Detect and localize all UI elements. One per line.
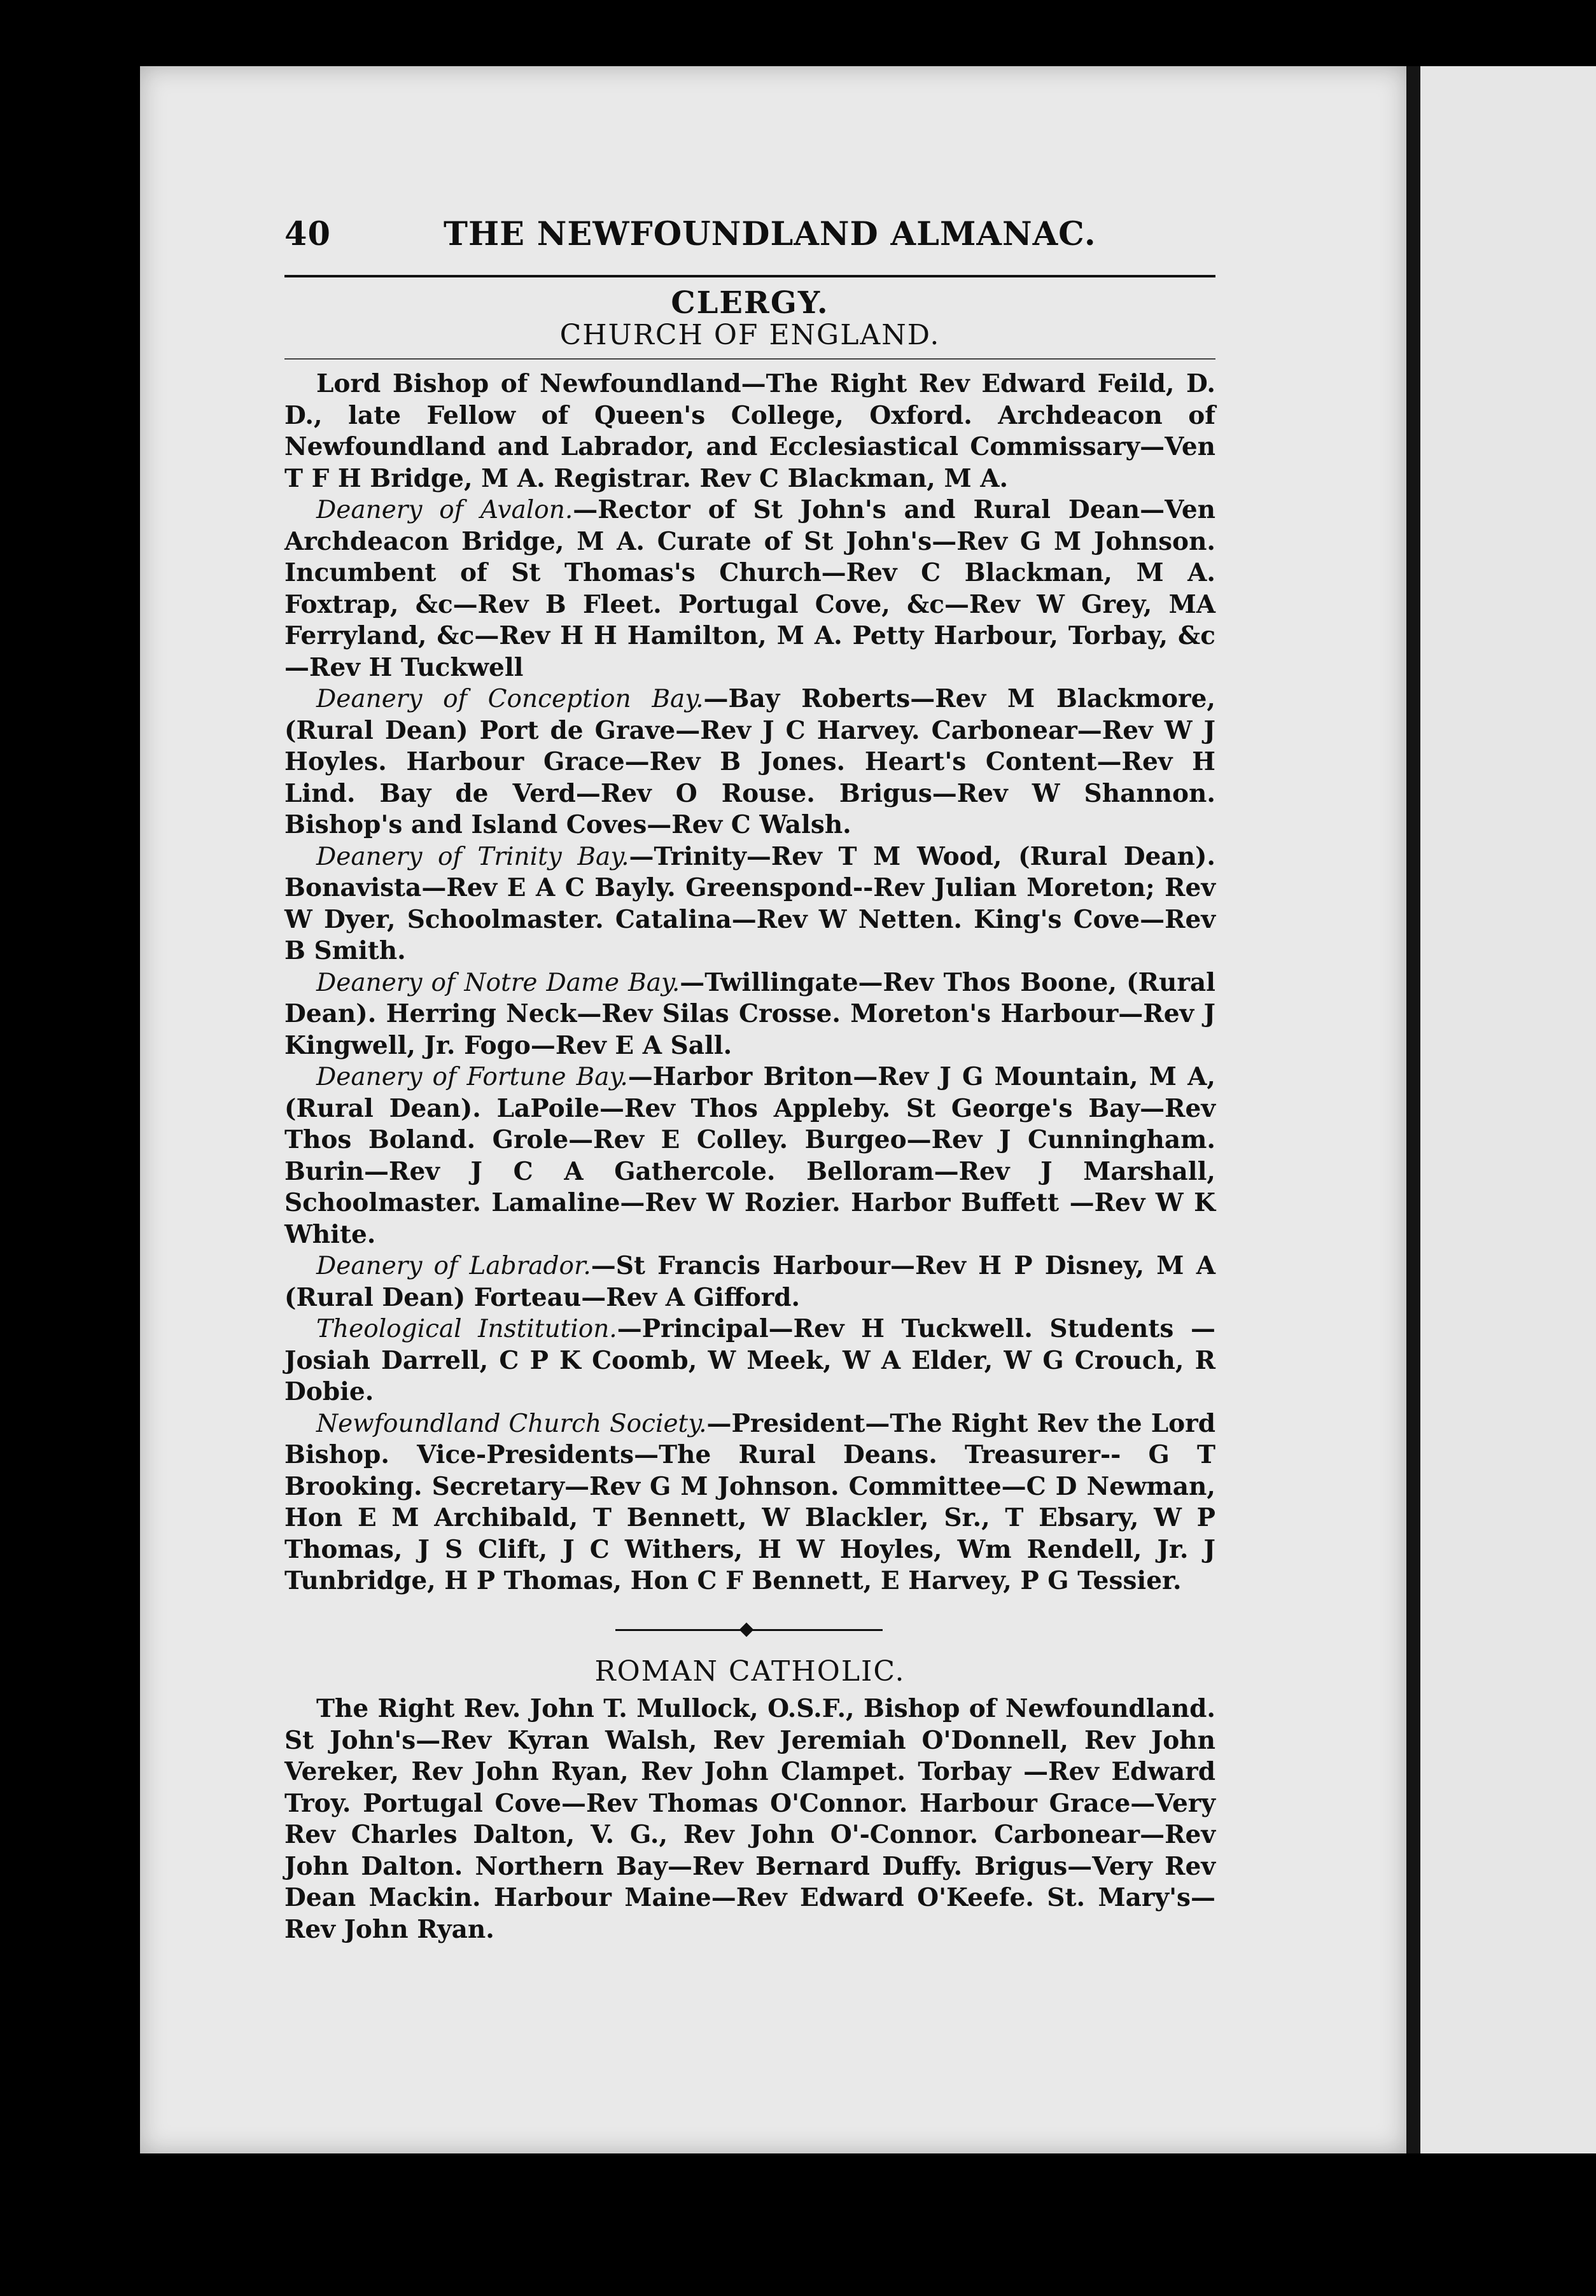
running-title: THE NEWFOUNDLAND ALMANAC. [444,215,1096,253]
society-name: Newfoundland Church Society. [316,1409,707,1438]
section-title-clergy: CLERGY. [671,285,829,321]
deanery-name: Deanery of Labrador. [316,1252,591,1280]
institution-name: Theological Institution. [316,1315,617,1343]
page-content [284,285,1216,1945]
heading-roman-catholic: ROMAN CATHOLIC. [594,1655,906,1688]
ornamental-divider [284,1620,1215,1639]
deanery-text: —Harbor Briton—Rev J G Mountain, M A, (Rural Dean). LaPoile—Rev Thos Appleby. St George's Bay—Rev Thos Boland. Grole—Rev E Colley. Burgeo—Rev J Cunningham. Burin—Rev J C A Gathercole. Belloram—Rev J Marshall, Schoolmaster. Lamaline—Rev W Rozier. Harbor Buffett —Rev W K White. [284,1062,1216,1249]
society-entry [284,1408,1215,1597]
institution-text: —Principal—Rev H Tuckwell. Students —Josiah Darrell, C P K Coomb, W Meek, W A Elder, W G Crouch, R Dobie. [284,1314,1215,1406]
diamond-ornament [739,1622,754,1637]
deanery-name: Deanery of Fortune Bay. [316,1063,628,1091]
deanery-entry [284,1061,1215,1250]
deanery-name: Deanery of Notre Dame Bay. [316,968,680,997]
deanery-entry [284,494,1215,683]
book-gutter [1406,66,1420,2153]
deanery-text: —St Francis Harbour—Rev H P Disney, M A (Rural Dean) Forteau—Rev A Gifford. [284,1251,1215,1312]
page-header [284,215,1215,266]
deanery-entry [284,967,1215,1062]
page-number: 40 [284,215,331,253]
deanery-name: Deanery of Conception Bay. [316,685,704,713]
deanery-name: Deanery of Avalon. [316,496,573,524]
roman-catholic-entry: The Right Rev. John T. Mullock, O.S.F., Bishop of Newfoundland. St John's—Rev Kyran Walsh, Rev Jeremiah O'Donnell, Rev John Vereker, Rev John Ryan, Rev John Clampet. Torbay —Rev Edward Troy. Portugal Cove—Rev Thomas O'Connor. Harbour Grace—Very Rev Charles Dalton, V. G., Rev John O'-Connor. Carbonear—Rev John Dalton. Northern Bay—Rev Bernard Duffy. Brigus—Very Rev Dean Mackin. Harbour Maine—Rev Edward O'Keefe. St. Mary's—Rev John Ryan. [284,1694,1215,1944]
deanery-entry [284,1250,1215,1313]
header-rule [284,275,1215,277]
bishop-entry: Lord Bishop of Newfoundland—The Right Rev Edward Feild, D. D., late Fellow of Queen's College, Oxford. Archdeacon of Newfoundland and Labrador, and Ecclesiastical Commissary—Ven T F H Bridge, M A. Registrar. Rev C Blackman, M A. [284,369,1215,493]
facing-page-edge [1420,66,1596,2153]
deanery-text: —Bay Roberts—Rev M Blackmore, (Rural Dean) Port de Grave—Rev J C Harvey. Carbonear—Rev W J Hoyles. Harbour Grace—Rev B Jones. Heart's Content—Rev H Lind. Bay de Verd—Rev O Rouse. Brigus—Rev W Shannon. Bishop's and Island Coves—Rev C Walsh. [284,684,1215,839]
deanery-text: —Twillingate—Rev Thos Boone, (Rural Dean). Herring Neck—Rev Silas Crosse. Moreton's Harbour—Rev J Kingwell, Jr. Fogo—Rev E A Sall. [284,967,1215,1060]
deanery-entry [284,683,1215,841]
society-text: —President—The Right Rev the Lord Bishop. Vice-Presidents—The Rural Deans. Treasurer-- G T Brooking. Secretary—Rev G M Johnson. Committee—C D Newman, Hon E M Archibald, T Bennett, W Blackler, Sr., T Ebsary, W P Thomas, J S Clift, J C Withers, H W Hoyles, Wm Rendell, Jr. J Tunbridge, H P Thomas, Hon C F Bennett, E Harvey, P G Tessier. [284,1408,1215,1595]
deanery-text: —Trinity—Rev T M Wood, (Rural Dean). Bonavista—Rev E A C Bayly. Greenspond--Rev Julian Moreton; Rev W Dyer, Schoolmaster. Catalina—Rev W Netten. King's Cove—Rev B Smith. [284,841,1215,965]
deanery-name: Deanery of Trinity Bay. [316,842,629,871]
deanery-entry [284,841,1215,967]
divider [284,358,1215,360]
heading-church-of-england: CHURCH OF ENGLAND. [559,318,941,351]
deanery-text: —Rector of St John's and Rural Dean—Ven Archdeacon Bridge, M A. Curate of St John's—Rev G M Johnson. Incumbent of St Thomas's Church—Rev C Blackman, M A. Foxtrap, &c—Rev B Fleet. Portugal Cove, &c—Rev W Grey, MA Ferryland, &c—Rev H H Hamilton, M A. Petty Harbour, Torbay, &c—Rev H Tuckwell [284,495,1215,682]
institution-entry [284,1313,1215,1408]
